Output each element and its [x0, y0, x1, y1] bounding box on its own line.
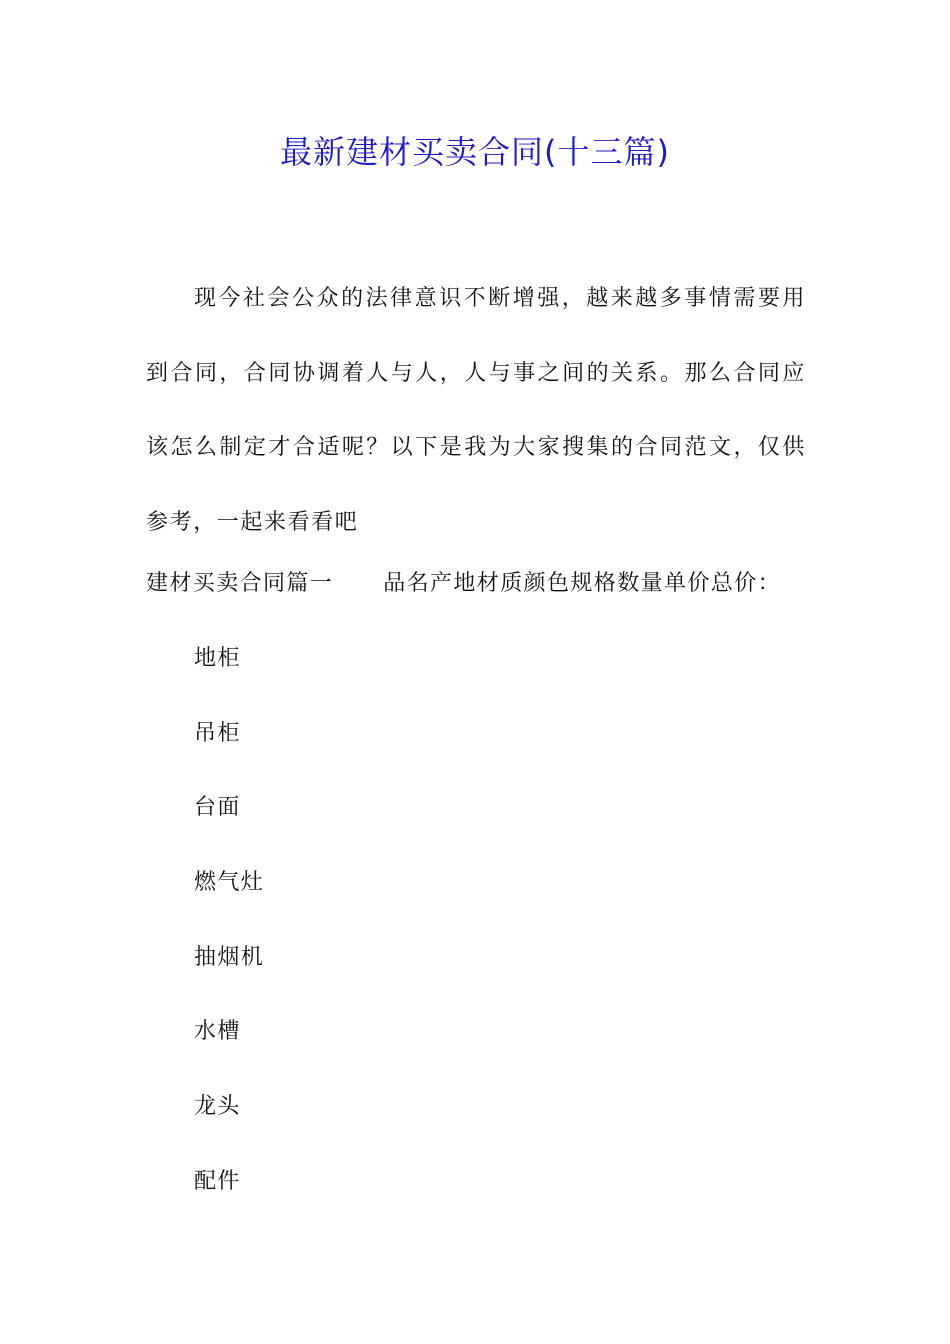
section-title: 建材买卖合同篇一	[146, 571, 334, 596]
list-item: 吊柜	[194, 720, 241, 746]
list-item: 龙头	[194, 1094, 241, 1120]
intro-paragraph: 现今社会公众的法律意识不断增强，越来越多事情需要用到合同，合同协调着人与人，人与事之间的关系。那么合同应该怎么制定才合适呢？以下是我为大家搜集的合同范文，仅供参考，一起来看看吧	[146, 286, 806, 535]
list-item: 地柜	[194, 646, 241, 671]
list-item: 配件	[194, 1168, 241, 1194]
list-item: 抽烟机	[194, 944, 265, 970]
section-column-header: 品名产地材质颜色规格数量单价总价：	[383, 571, 782, 596]
document-title: 最新建材买卖合同(十三篇)	[280, 133, 670, 171]
list-item: 台面	[194, 795, 241, 821]
list-item: 水槽	[194, 1019, 241, 1045]
list-item: 燃气灶	[194, 870, 265, 896]
section-heading-line	[146, 561, 826, 607]
item-list	[194, 636, 264, 1234]
